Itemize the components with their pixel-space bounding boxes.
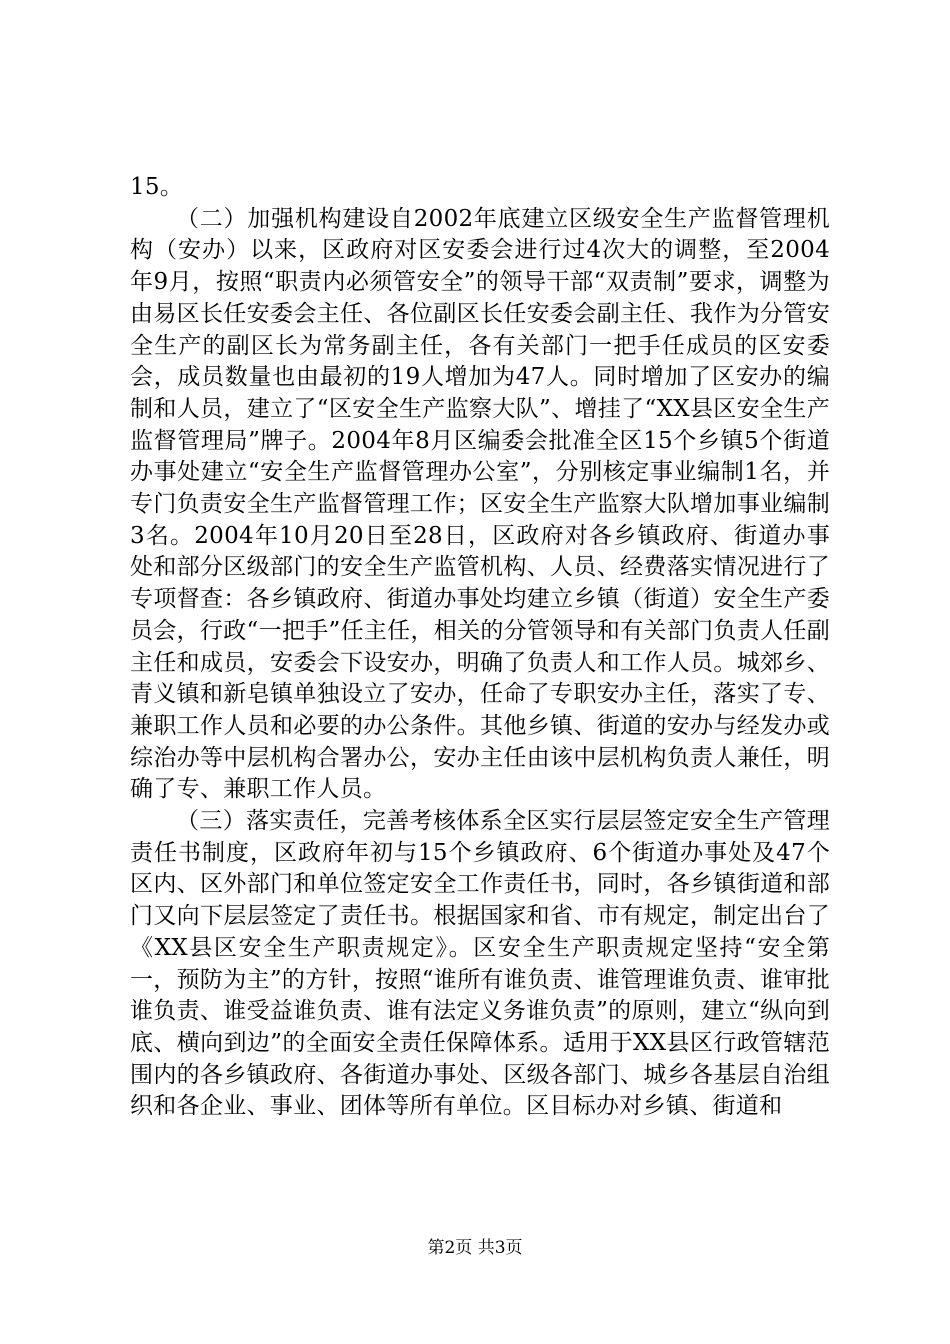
- paragraph-institution-building: （二）加强机构建设自2002年底建立区级安全生产监督管理机构（安办）以来，区政府对区安委会进行过4次大的调整，至2004年9月，按照“职责内必须管安全”的领导干部“双责制”要求，调整为由易区长任安委会主任、各位副区长任安委会副主任、我作为分管安全生产的副区长为常务副主任，各有关部门一把手任成员的区安委会，成员数量也由最初的19人增加为47人。同时增加了区安办的编制和人员，建立了“区安全生产监察大队”、增挂了“XX县区安全生产监督管理局”牌子。2004年8月区编委会批准全区15个乡镇5个街道办事处建立“安全生产监督管理办公室”，分别核定事业编制1名，并专门负责安全生产监督管理工作；区安全生产监察大队增加事业编制3名。2004年10月20日至28日，区政府对各乡镇政府、街道办事处和部分区级部门的安全生产监管机构、人员、经费落实情况进行了专项督查：各乡镇政府、街道办事处均建立乡镇（街道）安全生产委员会，行政“一把手”任主任，相关的分管领导和有关部门负责人任副主任和成员，安委会下设安办，明确了负责人和工作人员。城郊乡、青义镇和新皂镇单独设立了安办，任命了专职安办主任，落实了专、兼职工作人员和必要的办公条件。其他乡镇、街道的安办与经发办或综治办等中层机构合署办公，安办主任由该中层机构负责人兼任，明确了专、兼职工作人员。: [130, 205, 830, 803]
- paragraph-responsibility-system: （三）落实责任，完善考核体系全区实行层层签定安全生产管理责任书制度，区政府年初与15个乡镇政府、6个街道办事处及47个区内、区外部门和单位签定安全工作责任书，同时，各乡镇街道和部门又向下层层签定了责任书。根据国家和省、市有规定，制定出台了《XX县区安全生产职责规定》。区安全生产职责规定坚持“安全第一，预防为主”的方针，按照“谁所有谁负责、谁管理谁负责、谁审批谁负责、谁受益谁负责、谁有法定义务谁负责”的原则，建立“纵向到底、横向到边”的全面安全责任保障体系。适用于XX县区行政管辖范围内的各乡镇政府、各街道办事处、区级各部门、城乡各基层自治组织和各企业、事业、团体等所有单位。区目标办对乡镇、街道和: [130, 808, 830, 1120]
- document-body: [130, 172, 830, 1123]
- page-number-footer: 第2页 共3页: [427, 1238, 523, 1258]
- paragraph-continuation: 15。: [130, 174, 184, 200]
